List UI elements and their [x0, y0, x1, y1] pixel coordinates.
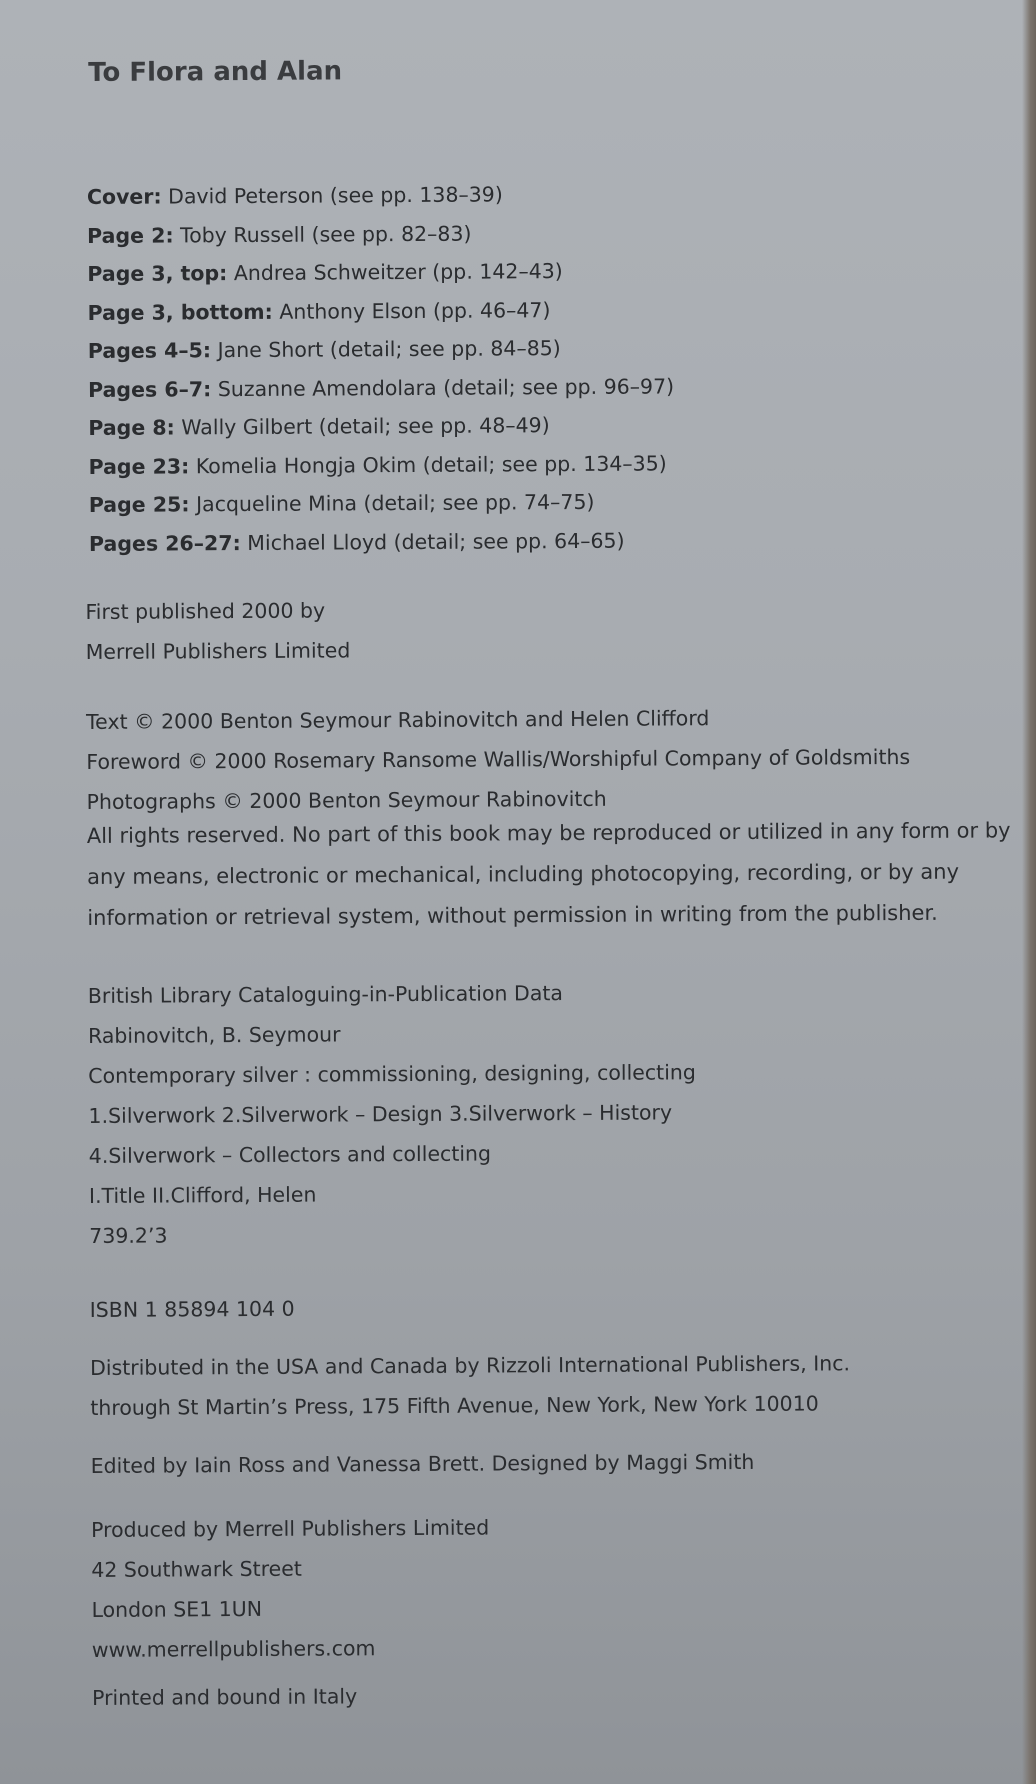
copyright-line: Text © 2000 Benton Seymour Rabinovitch and Helen Clifford: [86, 706, 710, 734]
publication-line: First published 2000 by: [85, 598, 326, 624]
printed-block: [92, 1676, 357, 1718]
isbn: ISBN 1 85894 104 0: [89, 1296, 295, 1322]
distribution-line: through St Martin’s Press, 175 Fifth Avenue, New York, New York 10010: [90, 1391, 819, 1420]
cataloguing-line: Rabinovitch, B. Seymour: [87, 1022, 341, 1048]
publication-line: Merrell Publishers Limited: [85, 638, 351, 664]
producer-line: London SE1 1UN: [91, 1596, 263, 1622]
credit-line: Pages 6–7: Suzanne Amendolara (detail; see pp. 96–97): [88, 373, 675, 402]
credit-line: Cover: David Peterson (see pp. 138–39): [86, 182, 503, 209]
rights-line: All rights reserved. No part of this book may be reproduced or utilized in any form or by: [86, 818, 1011, 848]
page-content: [80, 44, 1011, 1710]
credit-line: Pages 26–27: Michael Lloyd (detail; see pp. 64–65): [88, 528, 625, 556]
rights-line: information or retrieval system, without permission in writing from the publisher.: [87, 900, 938, 930]
cataloguing-line: Contemporary silver : commissioning, designing, collecting: [88, 1060, 696, 1088]
credit-line: Page 8: Wally Gilbert (detail; see pp. 48–49): [88, 413, 550, 440]
cataloguing-line: 1.Silverwork 2.Silverwork – Design 3.Silverwork – History: [88, 1100, 673, 1128]
publication-block: [85, 590, 350, 672]
cataloguing-line: I.Title II.Clifford, Helen: [88, 1182, 317, 1208]
page-edge-shadow: [1022, 0, 1036, 1784]
editors-line: Edited by Iain Ross and Vanessa Brett. Designed by Maggi Smith: [90, 1449, 755, 1478]
rights-line: any means, electronic or mechanical, including photocopying, recording, or by any: [86, 859, 960, 889]
credit-line: Page 23: Komelia Hongja Okim (detail; see pp. 134–35): [88, 450, 667, 479]
printed-line: Printed and bound in Italy: [91, 1684, 358, 1710]
copyright-block: [86, 697, 911, 822]
producer-line: Produced by Merrell Publishers Limited: [90, 1515, 490, 1542]
distribution-block: [90, 1343, 850, 1428]
credit-line: Page 25: Jacqueline Mina (detail; see pp. 74–75): [88, 489, 595, 517]
credit-line: Pages 4–5: Jane Short (detail; see pp. 84–85): [87, 336, 561, 363]
credit-line: Page 3, bottom: Anthony Elson (pp. 46–47): [87, 297, 551, 325]
copyright-line: Foreword © 2000 Rosemary Ransome Wallis/Worshipful Company of Goldsmiths: [86, 744, 911, 774]
isbn-block: [90, 1289, 295, 1330]
image-credits: [87, 174, 675, 563]
cataloguing-line: 4.Silverwork – Collectors and collecting: [88, 1141, 492, 1168]
producer-line: www.merrellpublishers.com: [91, 1636, 376, 1662]
producer-line: 42 Southwark Street: [91, 1556, 302, 1582]
copyright-line: Photographs © 2000 Benton Seymour Rabinovitch: [86, 786, 607, 814]
dedication: To Flora and Alan: [88, 56, 343, 88]
editors-block: [91, 1442, 755, 1486]
credit-line: Page 2: Toby Russell (see pp. 82–83): [87, 221, 472, 248]
distribution-line: Distributed in the USA and Canada by Rizzoli International Publishers, Inc.: [89, 1351, 851, 1380]
producer-block: [91, 1508, 490, 1670]
cataloguing-block: [88, 972, 697, 1256]
rights-block: [87, 810, 1011, 939]
cataloguing-line: 739.2’3: [89, 1223, 168, 1248]
cataloguing-line: British Library Cataloguing-in-Publication Data: [87, 981, 564, 1008]
credit-line: Page 3, top: Andrea Schweitzer (pp. 142–43): [87, 259, 563, 286]
